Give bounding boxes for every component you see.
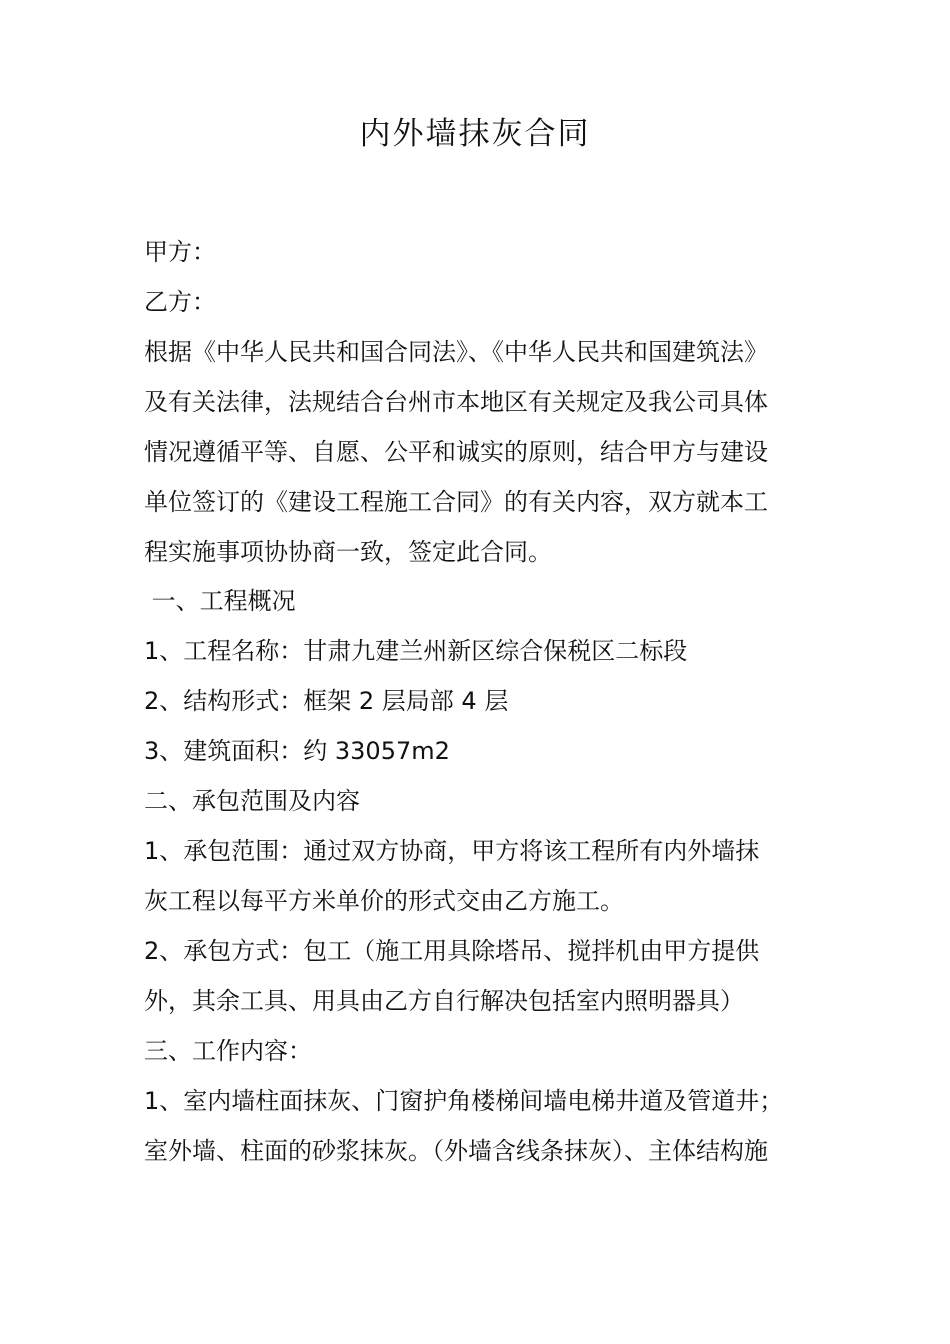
- structure-form-line: 2、结构形式：框架 2 层局部 4 层: [144, 687, 509, 715]
- paragraph-line: 灰工程以每平方米单价的形式交由乙方施工。: [144, 887, 624, 915]
- paragraph-line: 单位签订的《建设工程施工合同》的有关内容，双方就本工: [144, 488, 768, 516]
- building-area-line: 3、建筑面积：约 33057m2: [144, 737, 450, 765]
- project-name-line: 1、工程名称：甘肃九建兰州新区综合保税区二标段: [144, 637, 688, 665]
- paragraph-line: 及有关法律，法规结合台州市本地区有关规定及我公司具体: [144, 388, 768, 416]
- party-b-line: 乙方：: [144, 288, 216, 316]
- paragraph-line: 程实施事项协协商一致，签定此合同。: [144, 538, 552, 566]
- party-a-line: 甲方：: [144, 238, 216, 266]
- section-heading: 三、工作内容：: [144, 1037, 312, 1065]
- paragraph-line: 1、室内墙柱面抹灰、门窗护角楼梯间墙电梯井道及管道井；: [144, 1087, 784, 1115]
- paragraph-line: 外，其余工具、用具由乙方自行解决包括室内照明器具）: [144, 987, 744, 1015]
- paragraph-line: 室外墙、柱面的砂浆抹灰。（外墙含线条抹灰）、主体结构施: [144, 1137, 768, 1165]
- paragraph-line: 2、承包方式：包工（施工用具除塔吊、搅拌机由甲方提供: [144, 937, 760, 965]
- section-heading: 二、承包范围及内容: [144, 787, 360, 815]
- paragraph-line: 情况遵循平等、自愿、公平和诚实的原则，结合甲方与建设: [144, 438, 768, 466]
- paragraph-line: 根据《中华人民共和国合同法》、《中华人民共和国建筑法》: [144, 338, 768, 366]
- document-title: 内外墙抹灰合同: [359, 116, 591, 152]
- section-heading: 一、工程概况: [144, 587, 296, 615]
- paragraph-line: 1、承包范围：通过双方协商，甲方将该工程所有内外墙抹: [144, 837, 760, 865]
